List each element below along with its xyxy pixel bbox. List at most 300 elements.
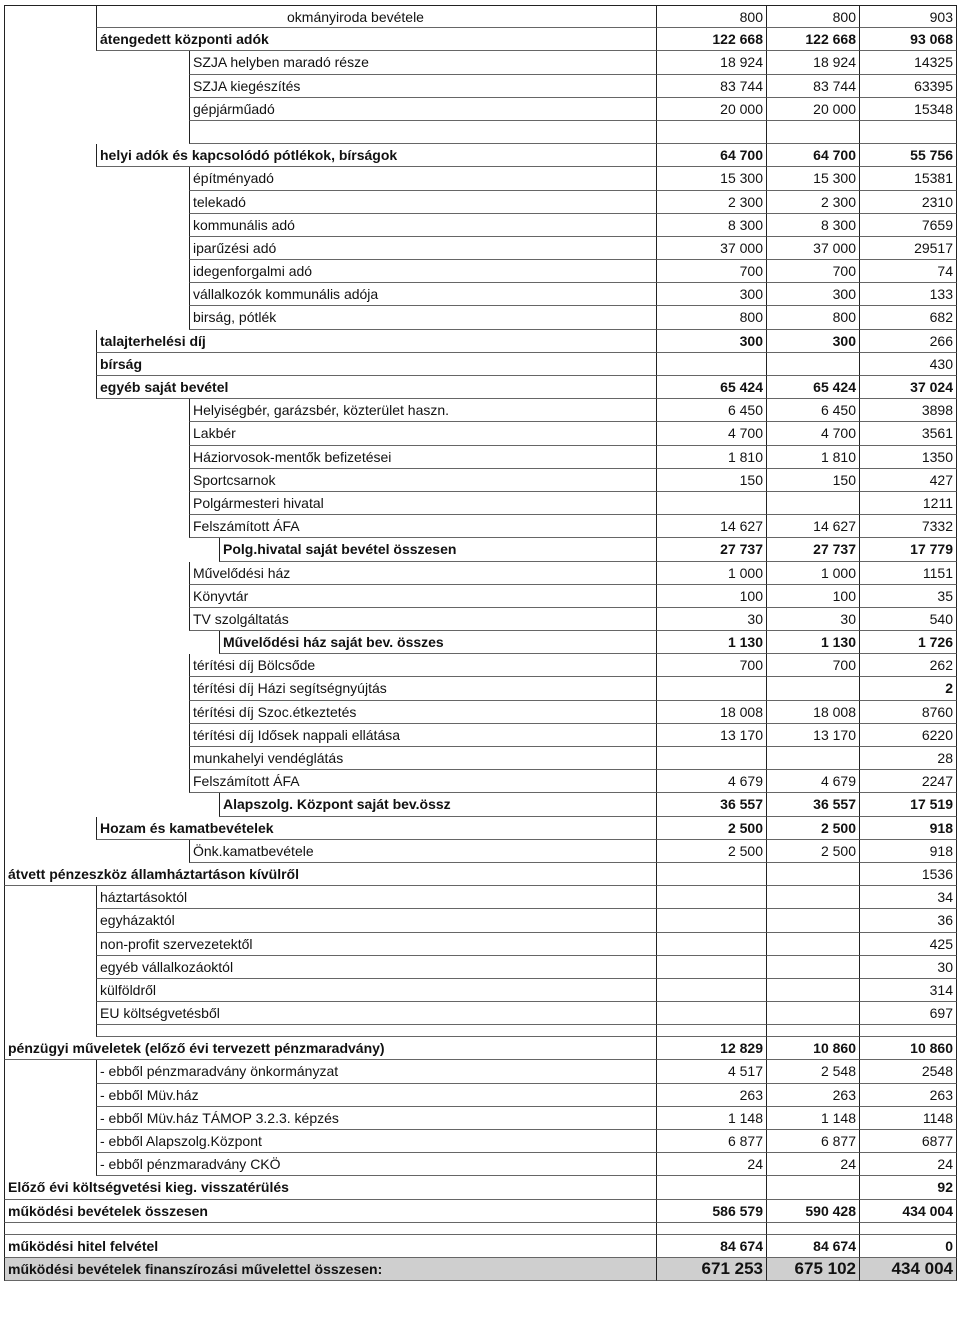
row-indent-spacer: [4, 28, 96, 51]
value-cell-1: 6 877: [656, 1130, 766, 1153]
value-cell-1: 1 130: [656, 631, 766, 654]
row-label: egyéb saját bevétel: [96, 376, 656, 399]
table-row: [4, 1176, 957, 1199]
value-cell-3: 1 726: [859, 631, 957, 654]
table-row: [4, 1130, 957, 1153]
value-cell-3: 15348: [859, 98, 957, 121]
value-cell-1: 8 300: [656, 214, 766, 237]
value-cell-3: 133: [859, 283, 957, 306]
row-indent-spacer: [4, 631, 219, 654]
value-cell-2: 2 500: [766, 817, 859, 840]
table-row: [4, 585, 957, 608]
value-cell-2: 2 500: [766, 840, 859, 863]
value-cell-2: 150: [766, 469, 859, 492]
table-row: [4, 446, 957, 469]
value-cell-3: 35: [859, 585, 957, 608]
value-cell-3: 2247: [859, 770, 957, 793]
value-cell-3: 1211: [859, 492, 957, 515]
row-label: Könyvtár: [189, 585, 656, 608]
value-cell-3: 430: [859, 353, 957, 376]
row-label: átengedett központi adók: [96, 28, 656, 51]
table-row: [4, 51, 957, 74]
table-row: [4, 1037, 957, 1060]
row-label: idegenforgalmi adó: [189, 260, 656, 283]
value-cell-2: 1 000: [766, 562, 859, 585]
table-row: [4, 677, 957, 700]
row-indent-spacer: [4, 956, 96, 979]
value-cell-3: 1536: [859, 863, 957, 886]
row-indent-spacer: [4, 1107, 96, 1130]
row-indent-spacer: [4, 677, 189, 700]
row-label: Alapszolg. Központ saját bev.össz: [219, 793, 656, 816]
value-cell-3: 8760: [859, 701, 957, 724]
table-row: [4, 747, 957, 770]
value-cell-2: 24: [766, 1153, 859, 1176]
value-cell-2: [766, 956, 859, 979]
table-row: [4, 353, 957, 376]
value-cell-1: 20 000: [656, 98, 766, 121]
value-cell-3: 93 068: [859, 28, 957, 51]
value-cell-3: 55 756: [859, 144, 957, 167]
value-cell-3: 34: [859, 886, 957, 909]
value-cell-2: 36 557: [766, 793, 859, 816]
value-cell-2: 1 130: [766, 631, 859, 654]
value-cell-3: 17 779: [859, 538, 957, 561]
row-indent-spacer: [4, 376, 96, 399]
row-indent-spacer: [4, 1025, 96, 1037]
value-cell-3: 434 004: [859, 1200, 957, 1223]
value-cell-2: [766, 353, 859, 376]
row-label: birság, pótlék: [189, 306, 656, 329]
value-cell-3: 15381: [859, 167, 957, 190]
value-cell-1: 24: [656, 1153, 766, 1176]
table-row: [4, 979, 957, 1002]
table-row: [4, 1235, 957, 1258]
value-cell-1: [656, 863, 766, 886]
value-cell-1: 30: [656, 608, 766, 631]
value-cell-1: 36 557: [656, 793, 766, 816]
value-cell-2: 4 700: [766, 422, 859, 445]
row-label: Polgármesteri hivatal: [189, 492, 656, 515]
value-cell-2: [766, 747, 859, 770]
value-cell-2: 14 627: [766, 515, 859, 538]
value-cell-1: 800: [656, 306, 766, 329]
table-row: [4, 1002, 957, 1025]
row-label: - ebből Müv.ház TÁMOP 3.2.3. képzés: [96, 1107, 656, 1130]
value-cell-3: 425: [859, 933, 957, 956]
value-cell-3: [859, 1223, 957, 1235]
value-cell-2: 300: [766, 283, 859, 306]
row-label: Felszámított ÁFA: [189, 515, 656, 538]
value-cell-1: 700: [656, 654, 766, 677]
value-cell-2: 18 008: [766, 701, 859, 724]
table-row: [4, 793, 957, 816]
value-cell-1: 4 700: [656, 422, 766, 445]
value-cell-3: [859, 121, 957, 144]
row-label: Helyiségbér, garázsbér, közterület haszn.: [189, 399, 656, 422]
row-indent-spacer: [4, 817, 96, 840]
value-cell-1: [656, 1176, 766, 1199]
row-indent-spacer: [4, 191, 189, 214]
value-cell-1: 122 668: [656, 28, 766, 51]
value-cell-1: 15 300: [656, 167, 766, 190]
value-cell-3: 1148: [859, 1107, 957, 1130]
table-row: [4, 1060, 957, 1083]
value-cell-2: 1 148: [766, 1107, 859, 1130]
value-cell-2: 84 674: [766, 1235, 859, 1258]
value-cell-1: [656, 492, 766, 515]
row-indent-spacer: [4, 1130, 96, 1153]
row-label: térítési díj Bölcsőde: [189, 654, 656, 677]
table-row: [4, 98, 957, 121]
row-label: okmányiroda bevétele: [96, 6, 656, 28]
value-cell-1: [656, 886, 766, 909]
value-cell-2: 700: [766, 260, 859, 283]
value-cell-2: 100: [766, 585, 859, 608]
value-cell-1: 37 000: [656, 237, 766, 260]
table-row: [4, 956, 957, 979]
value-cell-2: [766, 1025, 859, 1037]
value-cell-1: [656, 1025, 766, 1037]
row-indent-spacer: [4, 283, 189, 306]
row-label: Hozam és kamatbevételek: [96, 817, 656, 840]
row-indent-spacer: [4, 562, 189, 585]
value-cell-2: 65 424: [766, 376, 859, 399]
row-label: [189, 121, 656, 144]
row-indent-spacer: [4, 793, 219, 816]
row-label: Polg.hivatal saját bevétel összesen: [219, 538, 656, 561]
value-cell-1: 64 700: [656, 144, 766, 167]
row-label: működési bevételek finanszírozási művelettel összesen:: [4, 1258, 656, 1281]
value-cell-1: 100: [656, 585, 766, 608]
row-label: TV szolgáltatás: [189, 608, 656, 631]
table-row: [4, 1223, 957, 1235]
row-label: működési hitel felvétel: [4, 1235, 656, 1258]
row-label: Lakbér: [189, 422, 656, 445]
table-row: [4, 422, 957, 445]
table-row: [4, 701, 957, 724]
row-indent-spacer: [4, 933, 96, 956]
value-cell-2: 30: [766, 608, 859, 631]
value-cell-2: 15 300: [766, 167, 859, 190]
table-row: [4, 1107, 957, 1130]
row-indent-spacer: [4, 585, 189, 608]
value-cell-3: 37 024: [859, 376, 957, 399]
value-cell-1: 65 424: [656, 376, 766, 399]
value-cell-3: 92: [859, 1176, 957, 1199]
table-row: [4, 840, 957, 863]
value-cell-2: 20 000: [766, 98, 859, 121]
value-cell-2: 300: [766, 330, 859, 353]
value-cell-3: 30: [859, 956, 957, 979]
row-label: működési bevételek összesen: [4, 1200, 656, 1223]
value-cell-1: [656, 1002, 766, 1025]
table-row: [4, 631, 957, 654]
value-cell-3: 2310: [859, 191, 957, 214]
value-cell-1: [656, 956, 766, 979]
value-cell-1: 4 679: [656, 770, 766, 793]
value-cell-1: [656, 677, 766, 700]
value-cell-3: 14325: [859, 51, 957, 74]
value-cell-3: 540: [859, 608, 957, 631]
value-cell-1: 1 810: [656, 446, 766, 469]
value-cell-3: 262: [859, 654, 957, 677]
table-row: [4, 5, 957, 28]
value-cell-2: 10 860: [766, 1037, 859, 1060]
value-cell-3: 28: [859, 747, 957, 770]
value-cell-1: 84 674: [656, 1235, 766, 1258]
value-cell-3: 263: [859, 1084, 957, 1107]
row-label: Felszámított ÁFA: [189, 770, 656, 793]
value-cell-1: [656, 121, 766, 144]
row-indent-spacer: [4, 144, 96, 167]
row-label: térítési díj Idősek nappali ellátása: [189, 724, 656, 747]
value-cell-3: 10 860: [859, 1037, 957, 1060]
table-row: [4, 469, 957, 492]
value-cell-2: 2 300: [766, 191, 859, 214]
value-cell-1: 1 148: [656, 1107, 766, 1130]
value-cell-3: 3561: [859, 422, 957, 445]
value-cell-3: 29517: [859, 237, 957, 260]
value-cell-2: 83 744: [766, 75, 859, 98]
row-label: non-profit szervezetektől: [96, 933, 656, 956]
table-row: [4, 886, 957, 909]
row-label: EU költségvetésből: [96, 1002, 656, 1025]
value-cell-3: 903: [859, 6, 957, 28]
value-cell-1: 18 924: [656, 51, 766, 74]
value-cell-3: 7659: [859, 214, 957, 237]
row-indent-spacer: [4, 515, 189, 538]
value-cell-1: 2 500: [656, 840, 766, 863]
value-cell-1: 13 170: [656, 724, 766, 747]
row-label: Sportcsarnok: [189, 469, 656, 492]
value-cell-1: [656, 1223, 766, 1235]
row-indent-spacer: [4, 353, 96, 376]
row-label: átvett pénzeszköz államháztartáson kívülről: [4, 863, 656, 886]
table-row: [4, 515, 957, 538]
row-label: iparűzési adó: [189, 237, 656, 260]
value-cell-2: 1 810: [766, 446, 859, 469]
value-cell-1: 800: [656, 6, 766, 28]
table-row: [4, 28, 957, 51]
row-indent-spacer: [4, 979, 96, 1002]
row-indent-spacer: [4, 701, 189, 724]
row-indent-spacer: [4, 306, 189, 329]
row-indent-spacer: [4, 330, 96, 353]
row-indent-spacer: [4, 1002, 96, 1025]
table-row: [4, 863, 957, 886]
value-cell-1: [656, 979, 766, 1002]
value-cell-1: 12 829: [656, 1037, 766, 1060]
row-label: egyházaktól: [96, 909, 656, 932]
row-indent-spacer: [4, 608, 189, 631]
value-cell-2: 13 170: [766, 724, 859, 747]
row-indent-spacer: [4, 121, 189, 144]
value-cell-2: 675 102: [766, 1258, 859, 1281]
value-cell-1: [656, 933, 766, 956]
row-label: térítési díj Házi segítségnyújtás: [189, 677, 656, 700]
value-cell-3: 918: [859, 840, 957, 863]
table-row: [4, 376, 957, 399]
value-cell-1: 6 450: [656, 399, 766, 422]
row-indent-spacer: [4, 98, 189, 121]
table-row: [4, 909, 957, 932]
row-label: Művelődési ház: [189, 562, 656, 585]
value-cell-1: [656, 909, 766, 932]
value-cell-3: 7332: [859, 515, 957, 538]
row-label: egyéb vállalkozáoktól: [96, 956, 656, 979]
row-indent-spacer: [4, 6, 219, 28]
row-indent-spacer: [4, 886, 96, 909]
table-row: [4, 492, 957, 515]
row-label: [96, 1025, 656, 1037]
value-cell-3: 314: [859, 979, 957, 1002]
table-row: [4, 770, 957, 793]
value-cell-2: [766, 1176, 859, 1199]
value-cell-2: [766, 121, 859, 144]
value-cell-2: [766, 1223, 859, 1235]
row-indent-spacer: [4, 909, 96, 932]
table-row: [4, 538, 957, 561]
table-row: [4, 167, 957, 190]
value-cell-3: 697: [859, 1002, 957, 1025]
row-indent-spacer: [4, 654, 189, 677]
value-cell-1: 263: [656, 1084, 766, 1107]
table-row: [4, 817, 957, 840]
table-row: [4, 724, 957, 747]
value-cell-3: 17 519: [859, 793, 957, 816]
row-label: vállalkozók kommunális adója: [189, 283, 656, 306]
table-row: [4, 1200, 957, 1223]
value-cell-3: [859, 1025, 957, 1037]
table-row: [4, 562, 957, 585]
row-label: Művelődési ház saját bev. összes: [219, 631, 656, 654]
value-cell-1: 586 579: [656, 1200, 766, 1223]
value-cell-2: 6 450: [766, 399, 859, 422]
value-cell-1: 2 500: [656, 817, 766, 840]
value-cell-2: 122 668: [766, 28, 859, 51]
row-indent-spacer: [4, 75, 189, 98]
table-row: [4, 306, 957, 329]
table-row: [4, 1153, 957, 1176]
value-cell-2: 37 000: [766, 237, 859, 260]
row-label: munkahelyi vendéglátás: [189, 747, 656, 770]
row-indent-spacer: [4, 446, 189, 469]
value-cell-1: 150: [656, 469, 766, 492]
value-cell-2: 800: [766, 306, 859, 329]
value-cell-1: 27 737: [656, 538, 766, 561]
value-cell-2: [766, 1002, 859, 1025]
table-row: [4, 933, 957, 956]
row-indent-spacer: [4, 422, 189, 445]
row-indent-spacer: [4, 770, 189, 793]
table-row: [4, 237, 957, 260]
value-cell-3: 24: [859, 1153, 957, 1176]
row-indent-spacer: [4, 840, 189, 863]
value-cell-2: 64 700: [766, 144, 859, 167]
row-indent-spacer: [4, 51, 189, 74]
row-indent-spacer: [4, 1153, 96, 1176]
value-cell-1: 300: [656, 330, 766, 353]
value-cell-3: 434 004: [859, 1258, 957, 1281]
value-cell-3: 1350: [859, 446, 957, 469]
table-row: [4, 1084, 957, 1107]
value-cell-2: [766, 677, 859, 700]
row-label: Önk.kamatbevétele: [189, 840, 656, 863]
value-cell-1: 2 300: [656, 191, 766, 214]
row-indent-spacer: [4, 260, 189, 283]
value-cell-2: 8 300: [766, 214, 859, 237]
row-label: - ebből pénzmaradvány önkormányzat: [96, 1060, 656, 1083]
row-label: SZJA kiegészítés: [189, 75, 656, 98]
row-indent-spacer: [4, 237, 189, 260]
value-cell-2: 800: [766, 6, 859, 28]
value-cell-3: 427: [859, 469, 957, 492]
value-cell-3: 63395: [859, 75, 957, 98]
value-cell-2: 6 877: [766, 1130, 859, 1153]
value-cell-1: 18 008: [656, 701, 766, 724]
value-cell-2: [766, 886, 859, 909]
row-indent-spacer: [4, 724, 189, 747]
table-row: [4, 260, 957, 283]
table-row: [4, 608, 957, 631]
value-cell-2: 590 428: [766, 1200, 859, 1223]
value-cell-3: 6877: [859, 1130, 957, 1153]
value-cell-3: 2: [859, 677, 957, 700]
value-cell-2: 18 924: [766, 51, 859, 74]
row-indent-spacer: [4, 1084, 96, 1107]
value-cell-3: 6220: [859, 724, 957, 747]
value-cell-1: 4 517: [656, 1060, 766, 1083]
row-indent-spacer: [4, 469, 189, 492]
value-cell-3: 36: [859, 909, 957, 932]
value-cell-3: 3898: [859, 399, 957, 422]
row-label: kommunális adó: [189, 214, 656, 237]
row-indent-spacer: [4, 747, 189, 770]
value-cell-2: [766, 909, 859, 932]
row-label: háztartásoktól: [96, 886, 656, 909]
row-label: - ebből pénzmaradvány CKÖ: [96, 1153, 656, 1176]
row-label: talajterhelési díj: [96, 330, 656, 353]
value-cell-1: 83 744: [656, 75, 766, 98]
revenue-table: [4, 5, 957, 1281]
value-cell-2: [766, 979, 859, 1002]
row-label: külföldről: [96, 979, 656, 1002]
row-indent-spacer: [4, 538, 219, 561]
value-cell-3: 2548: [859, 1060, 957, 1083]
value-cell-1: [656, 353, 766, 376]
table-row: [4, 283, 957, 306]
row-label: helyi adók és kapcsolódó pótlékok, bírságok: [96, 144, 656, 167]
table-row: [4, 399, 957, 422]
row-label: telekadó: [189, 191, 656, 214]
value-cell-1: 671 253: [656, 1258, 766, 1281]
table-row: [4, 75, 957, 98]
value-cell-1: 1 000: [656, 562, 766, 585]
value-cell-2: [766, 933, 859, 956]
table-row: [4, 1258, 957, 1281]
value-cell-2: [766, 492, 859, 515]
row-label: Előző évi költségvetési kieg. visszatérülés: [4, 1176, 656, 1199]
value-cell-2: 27 737: [766, 538, 859, 561]
value-cell-1: [656, 747, 766, 770]
table-row: [4, 214, 957, 237]
value-cell-2: 2 548: [766, 1060, 859, 1083]
row-label: építményadó: [189, 167, 656, 190]
value-cell-3: 1151: [859, 562, 957, 585]
row-indent-spacer: [4, 167, 189, 190]
row-label: pénzügyi műveletek (előző évi tervezett pénzmaradvány): [4, 1037, 656, 1060]
